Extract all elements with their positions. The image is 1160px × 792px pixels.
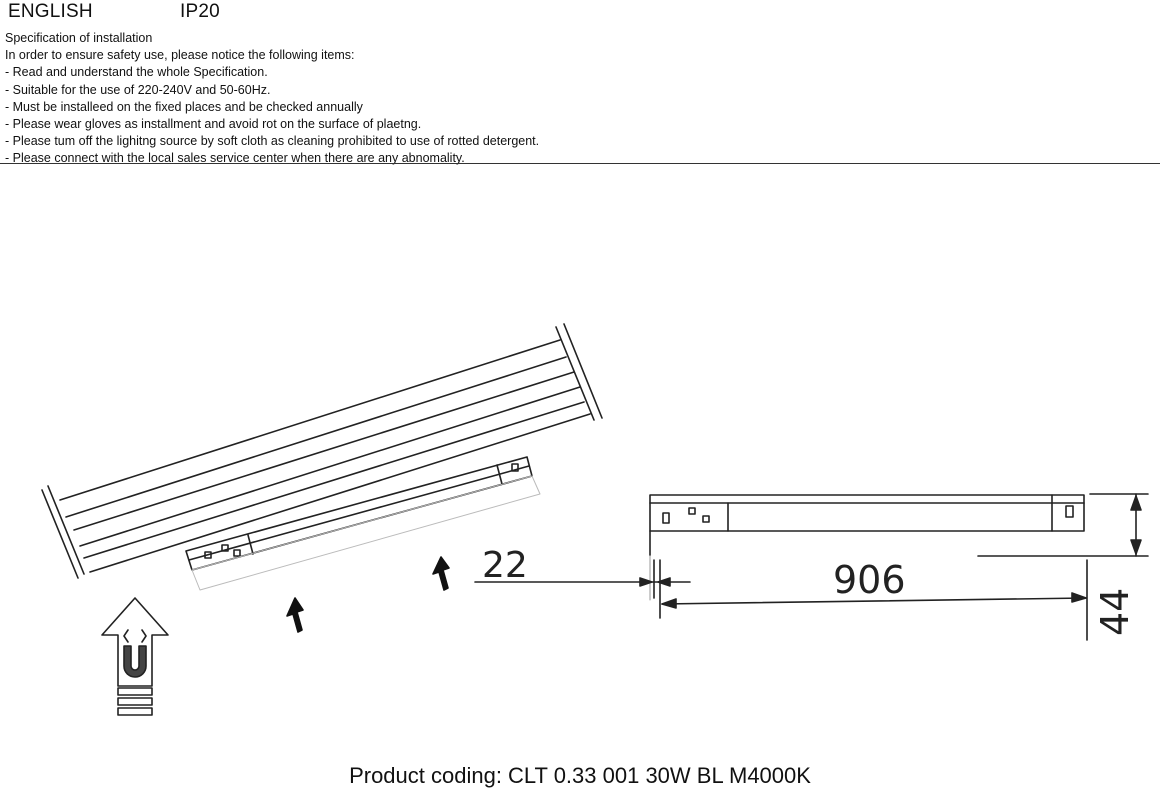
dimension-gap: 22 bbox=[482, 545, 528, 586]
magnet-icon bbox=[102, 598, 168, 715]
spec-item: - Must be installeed on the fixed places and be checked annually bbox=[5, 99, 363, 114]
product-coding: Product coding: CLT 0.33 001 30W BL M4000K bbox=[349, 763, 811, 788]
spec-item: - Please wear gloves as installment and avoid rot on the surface of plaetng. bbox=[5, 117, 422, 132]
spec-item: - Please connect with the local sales service center when there are any abnomality. bbox=[5, 151, 465, 166]
spec-item: - Please tum off the lighitng source by soft cloth as cleaning prohibited to use of rotted detergent. bbox=[5, 134, 540, 149]
track-rail-icon bbox=[42, 324, 602, 578]
spec-item: - Suitable for the use of 220-240V and 50-60Hz. bbox=[5, 82, 271, 97]
dimension-height: 44 bbox=[1093, 587, 1137, 636]
spec-title: Specification of installation bbox=[5, 31, 153, 45]
push-up-arrow-icon bbox=[287, 557, 449, 632]
dimension-length: 906 bbox=[833, 558, 906, 602]
dimension-lines bbox=[475, 494, 1148, 640]
ip-rating: IP20 bbox=[180, 1, 220, 22]
language-label: ENGLISH bbox=[8, 1, 93, 22]
spec-item: - Read and understand the whole Specification. bbox=[5, 65, 268, 80]
spec-intro: In order to ensure safety use, please notice the following items: bbox=[5, 48, 355, 63]
